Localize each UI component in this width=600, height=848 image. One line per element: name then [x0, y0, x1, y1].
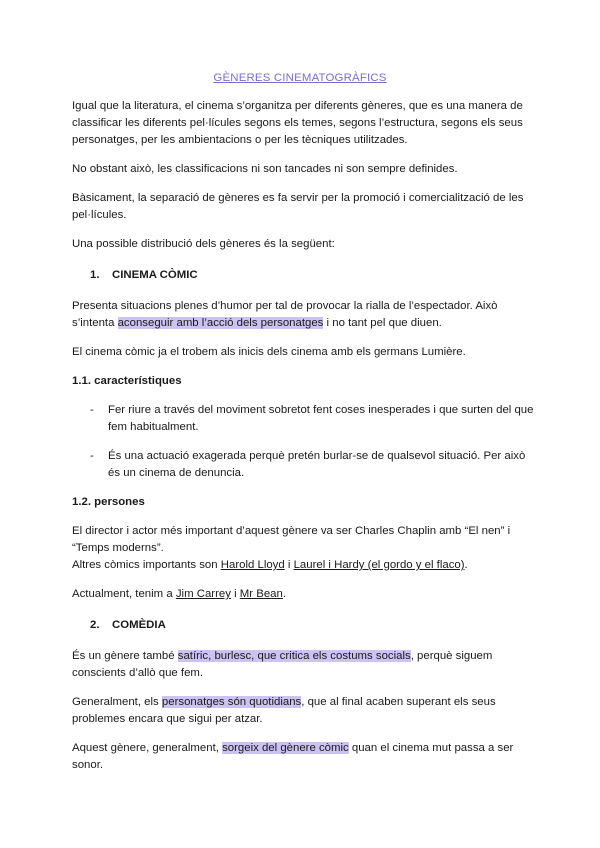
- section-1-number: 1.: [90, 269, 100, 281]
- section-1-title: CINEMA CÒMIC: [112, 269, 198, 281]
- persons-paragraph-1: El director i actor més important d’aquest gènere va ser Charles Chaplin amb “El nen” i “Temps moderns”. Altres còmics importants son Harold Lloyd i Laurel i Hardy (el gordo y el flaco).: [72, 525, 511, 571]
- section-1-paragraph-2: El cinema còmic ja el trobem als inicis dels cinema amb els germans Lumière.: [72, 346, 466, 358]
- section-2-title: COMÈDIA: [112, 619, 166, 631]
- list-item: - Fer riure a través del moviment sobretot fent coses inesperades i que surten del que fem habitualment.: [90, 404, 534, 433]
- dash-bullet: -: [90, 404, 94, 416]
- highlight: aconseguir amb l’acció dels personatges: [117, 317, 324, 329]
- link-laurel-hardy[interactable]: Laurel i Hardy (el gordo y el flaco): [293, 559, 465, 571]
- section-1-paragraph-1: Presenta situacions plenes d’humor per tal de provocar la rialla de l’espectador. Això s’intenta aconseguir amb l’acció dels personatges i no tant pel que diuen.: [72, 300, 498, 329]
- link-mr-bean[interactable]: Mr Bean: [239, 588, 283, 600]
- subsection-1-2-heading: 1.2. persones: [72, 496, 145, 508]
- section-2-number: 2.: [90, 619, 100, 631]
- document-title: GÈNERES CINEMATOGRÀFICS: [213, 72, 387, 84]
- link-harold-lloyd[interactable]: Harold Lloyd: [220, 559, 285, 571]
- intro-paragraph-4: Una possible distribució dels gèneres és la següent:: [72, 238, 335, 250]
- persons-paragraph-2: Actualment, tenim a Jim Carrey i Mr Bean.: [72, 588, 287, 600]
- section-2-paragraph-2: Generalment, els personatges són quotidians, que al final acaben superant els seus problemes encara que sigui per atzar.: [72, 696, 496, 725]
- section-2-paragraph-3: Aquest gènere, generalment, sorgeix del gènere còmic quan el cinema mut passa a ser sonor.: [72, 742, 514, 771]
- subsection-1-1-heading: 1.1. característiques: [72, 375, 182, 387]
- section-1-heading: [90, 267, 534, 284]
- intro-paragraph-3: Bàsicament, la separació de gèneres es fa servir per la promoció i comercialització de les pel·lícules.: [72, 192, 524, 221]
- intro-paragraph-2: No obstant això, les classificacions ni son tancades ni son sempre definides.: [72, 163, 458, 175]
- intro-paragraph-1: Igual que la literatura, el cinema s’organitza per diferents gèneres, que es una manera de classificar les diferents pel·lícules segons els temes, segons l’estructura, segons els seus personatges, per les ambientacions o per les tècniques utilitzades.: [72, 100, 523, 146]
- dash-bullet: -: [90, 450, 94, 462]
- section-2-heading: [90, 617, 534, 634]
- characteristics-list: [72, 402, 534, 482]
- highlight: sorgeix del gènere còmic: [222, 742, 349, 754]
- highlight: personatges són quotidians: [161, 696, 302, 708]
- list-item: - És una actuació exagerada perquè pretén burlar-se de qualsevol situació. Per això és un cinema de denuncia.: [90, 450, 526, 479]
- link-jim-carrey[interactable]: Jim Carrey: [175, 588, 231, 600]
- document-body: [72, 98, 534, 786]
- section-2-paragraph-1: És un gènere també satíric, burlesc, que critica els costums socials, perquè siguem conscients d’allò que fem.: [72, 650, 493, 679]
- highlight: satíric, burlesc, que critica els costums socials: [177, 650, 411, 662]
